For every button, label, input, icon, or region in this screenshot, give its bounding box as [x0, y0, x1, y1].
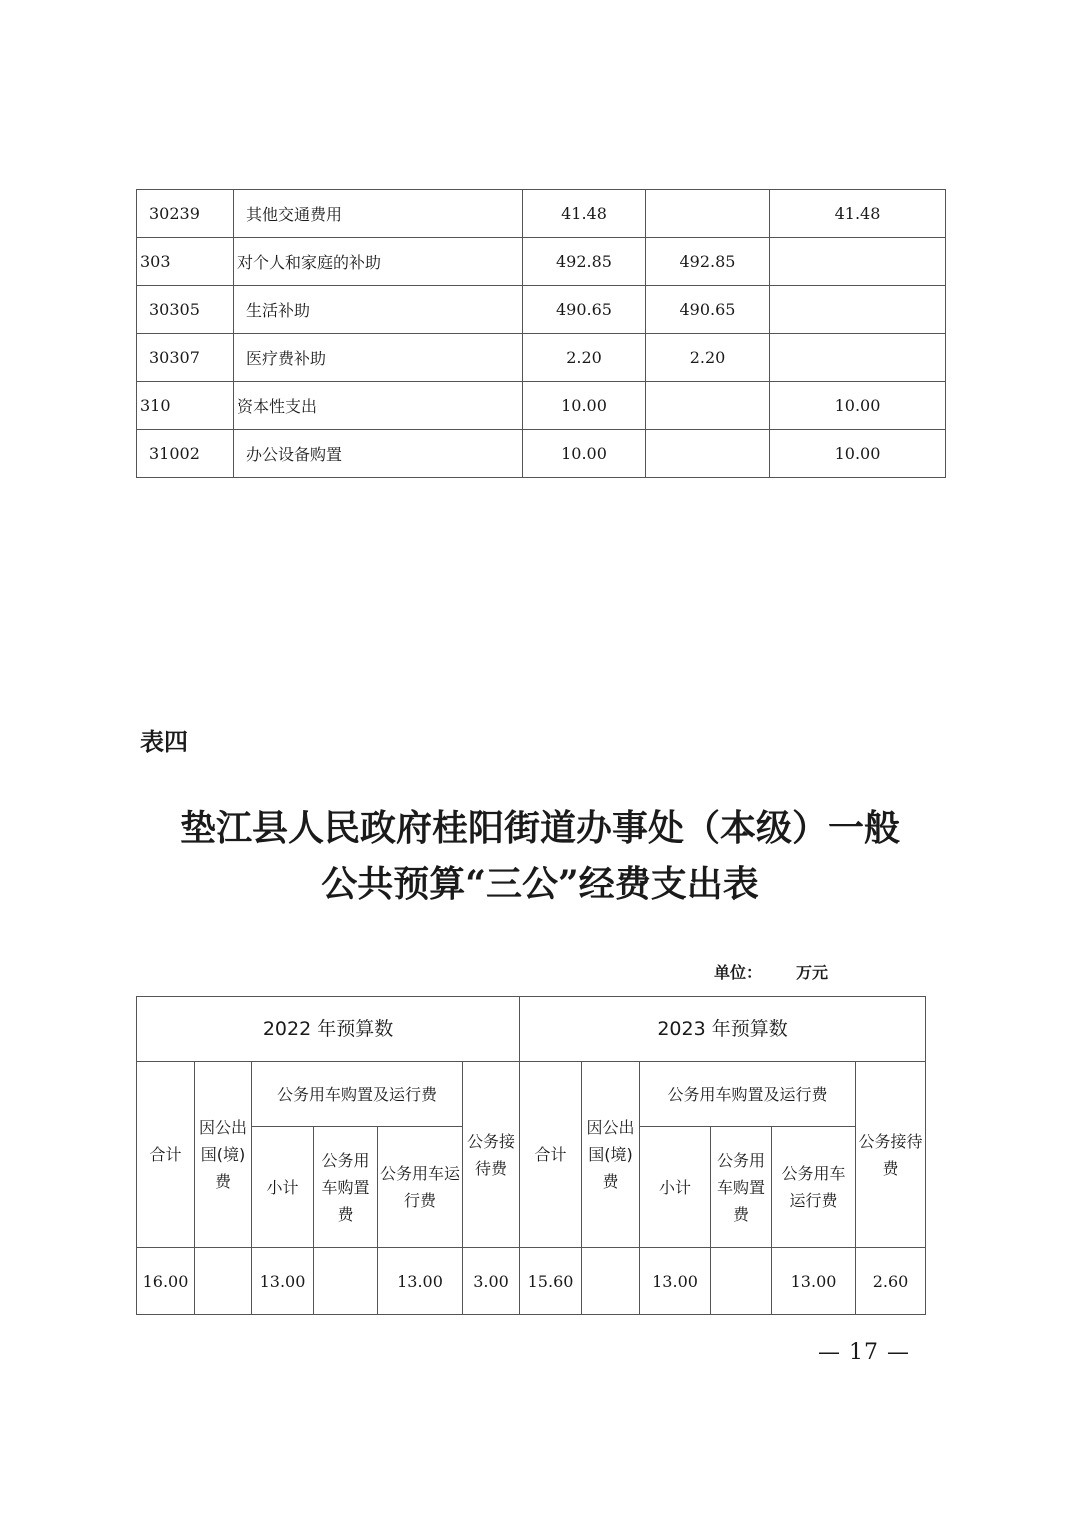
- row-code: 30307: [137, 334, 234, 382]
- header-subtotal-2023: 小计: [640, 1127, 711, 1248]
- row-name: 资本性支出: [234, 382, 523, 430]
- row-code: 30305: [137, 286, 234, 334]
- row-project: [770, 286, 946, 334]
- row-total: 490.65: [523, 286, 646, 334]
- value-car-operation-2023: 13.00: [772, 1248, 856, 1315]
- year-2023-header: 2023 年预算数: [520, 997, 926, 1062]
- value-subtotal-2022: 13.00: [252, 1248, 314, 1315]
- row-name: 医疗费补助: [234, 334, 523, 382]
- row-total: 10.00: [523, 382, 646, 430]
- row-project: 10.00: [770, 430, 946, 478]
- row-total: 492.85: [523, 238, 646, 286]
- column-header-row-1: [137, 1062, 926, 1127]
- row-basic: 2.20: [646, 334, 770, 382]
- row-basic: 490.65: [646, 286, 770, 334]
- year-header-row: [137, 997, 926, 1062]
- value-abroad-2022: [195, 1248, 252, 1315]
- table-row: [137, 430, 946, 478]
- value-reception-2022: 3.00: [463, 1248, 520, 1315]
- header-abroad-2022: 因公出国(境)费: [195, 1062, 252, 1248]
- row-name: 办公设备购置: [234, 430, 523, 478]
- table-row: [137, 334, 946, 382]
- row-basic: 492.85: [646, 238, 770, 286]
- table-title-line-1: 垫江县人民政府桂阳街道办事处（本级）一般: [179, 807, 900, 849]
- value-reception-2023: 2.60: [856, 1248, 926, 1315]
- value-abroad-2023: [582, 1248, 640, 1315]
- table-row: [137, 286, 946, 334]
- value-total-2022: 16.00: [137, 1248, 195, 1315]
- value-subtotal-2023: 13.00: [640, 1248, 711, 1315]
- table-row: [137, 238, 946, 286]
- row-project: [770, 238, 946, 286]
- header-car-group-2023: 公务用车购置及运行费: [640, 1062, 856, 1127]
- header-car-operation-2023: 公务用车运行费: [772, 1127, 856, 1248]
- table-number: 表四: [140, 728, 188, 756]
- header-reception-2022: 公务接待费: [463, 1062, 520, 1248]
- row-name: 其他交通费用: [234, 190, 523, 238]
- page-number: — 17 —: [818, 1340, 910, 1365]
- row-basic: [646, 430, 770, 478]
- value-total-2023: 15.60: [520, 1248, 582, 1315]
- row-code: 303: [137, 238, 234, 286]
- table-title-line-2: 公共预算“三公”经费支出表: [321, 863, 759, 905]
- header-total-2022: 合计: [137, 1062, 195, 1248]
- table-row: [137, 382, 946, 430]
- header-car-group-2022: 公务用车购置及运行费: [252, 1062, 463, 1127]
- unit-label-text: 单位：: [714, 963, 763, 982]
- row-code: 31002: [137, 430, 234, 478]
- row-project: [770, 334, 946, 382]
- header-car-operation-2022: 公务用车运行费: [378, 1127, 463, 1248]
- expenditure-table: [136, 189, 946, 478]
- row-project: 10.00: [770, 382, 946, 430]
- row-name: 对个人和家庭的补助: [234, 238, 523, 286]
- unit-value: 万元: [796, 963, 829, 982]
- header-reception-2023: 公务接待费: [856, 1062, 926, 1248]
- header-car-purchase-2023: 公务用车购置费: [711, 1127, 772, 1248]
- row-code: 30239: [137, 190, 234, 238]
- unit-label: [714, 960, 828, 983]
- row-project: 41.48: [770, 190, 946, 238]
- row-total: 2.20: [523, 334, 646, 382]
- sangong-table: [136, 996, 926, 1315]
- expenditure-table-body: [137, 190, 946, 478]
- values-row: [137, 1248, 926, 1315]
- year-2022-header: 2022 年预算数: [137, 997, 520, 1062]
- header-total-2023: 合计: [520, 1062, 582, 1248]
- row-name: 生活补助: [234, 286, 523, 334]
- header-abroad-2023: 因公出国(境)费: [582, 1062, 640, 1248]
- table-row: [137, 190, 946, 238]
- row-basic: [646, 190, 770, 238]
- header-car-purchase-2022: 公务用车购置费: [314, 1127, 378, 1248]
- value-car-purchase-2022: [314, 1248, 378, 1315]
- header-subtotal-2022: 小计: [252, 1127, 314, 1248]
- table-title: [100, 800, 980, 912]
- value-car-operation-2022: 13.00: [378, 1248, 463, 1315]
- value-car-purchase-2023: [711, 1248, 772, 1315]
- row-total: 10.00: [523, 430, 646, 478]
- row-code: 310: [137, 382, 234, 430]
- row-basic: [646, 382, 770, 430]
- row-total: 41.48: [523, 190, 646, 238]
